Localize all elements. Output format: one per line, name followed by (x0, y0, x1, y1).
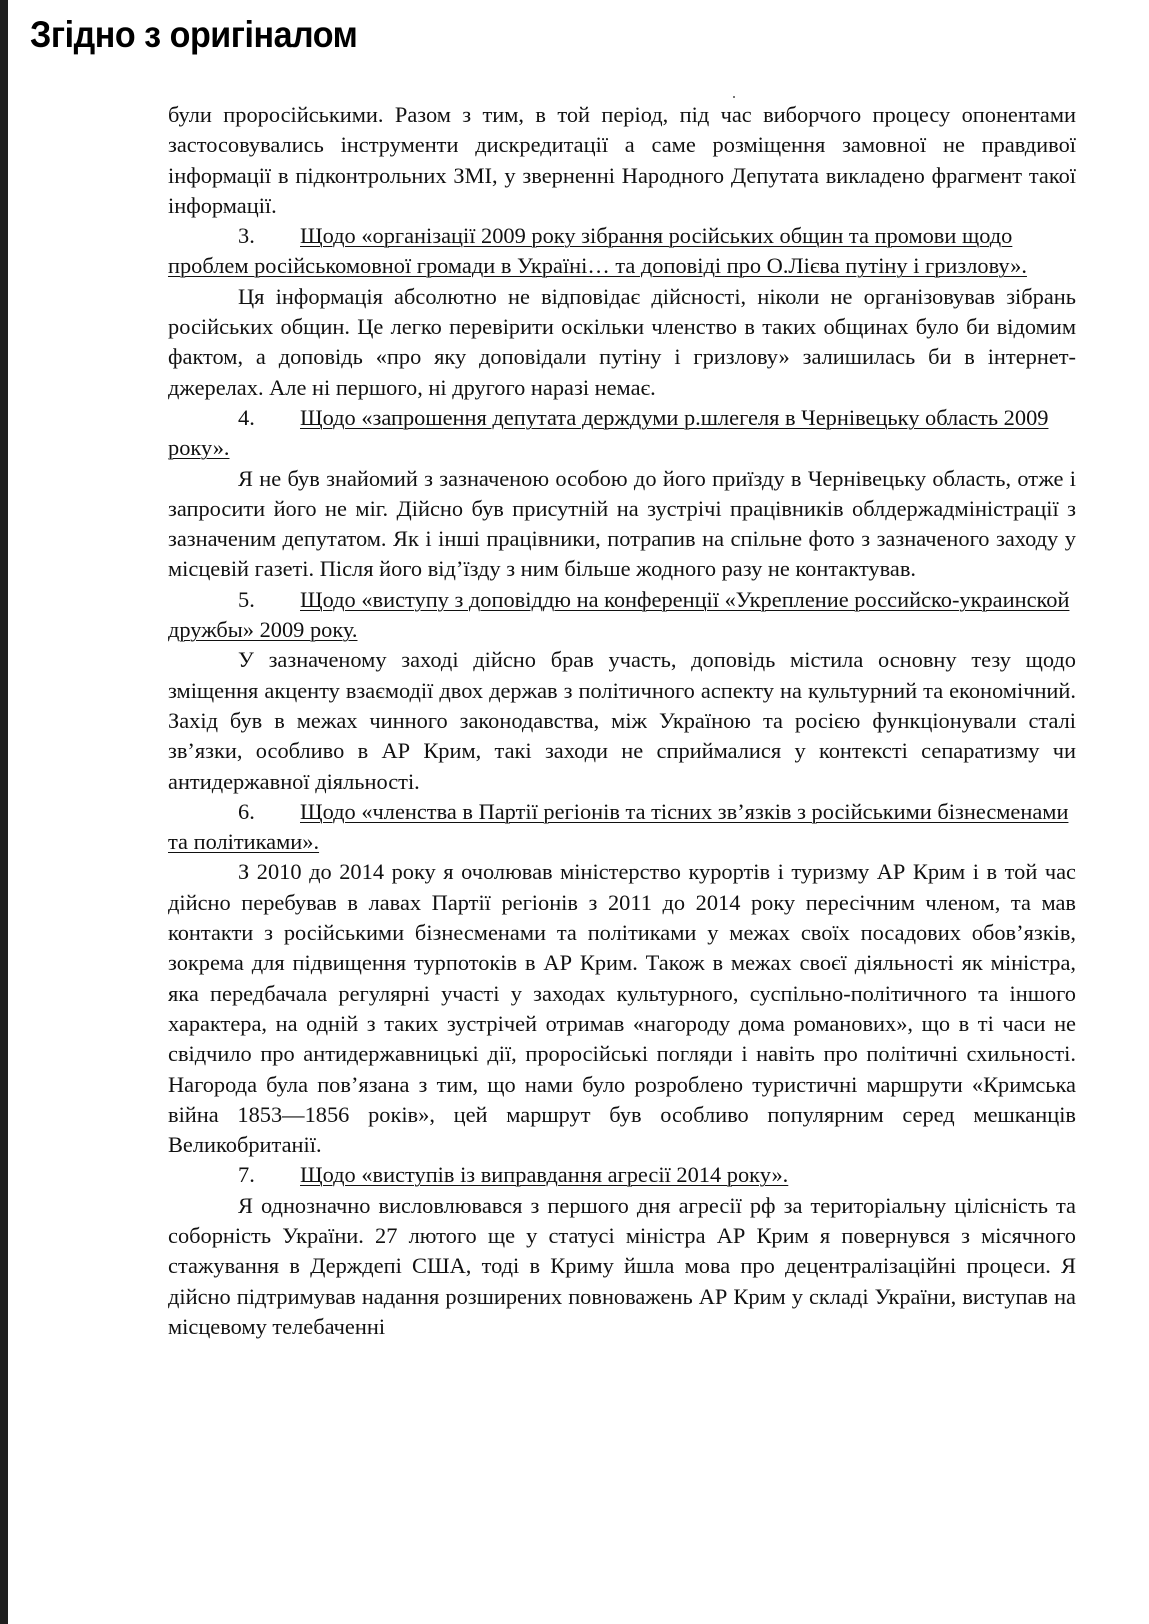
section-heading-4 (168, 403, 1076, 464)
section-body-5: У зазначеному заході дійсно брав участь, доповідь містила основну тезу щодо зміщення акценту взаємодії двох держав з політичного аспекту на культурний та економічний. Захід був в межах чинного законодавства, між Україною та росією функціонували сталі зв’язки, особливо в АР Крим, такі заходи не сприймалися у контексті сепаратизму чи антидержавної діяльності. (168, 647, 1076, 794)
section-title: Щодо «членства в Партії регіонів та тісних зв’язків з російськими бізнесменами та політиками». (168, 798, 1069, 855)
intro-paragraph: були проросійськими. Разом з тим, в той період, під час виборчого процесу опонентами застосовувались інструменти дискредитації а саме розміщення замовної не правдивої інформації в підконтрольних ЗМІ, у зверненні Народного Депутата викладено фрагмент такої інформації. (168, 102, 1076, 218)
section-heading-3 (168, 221, 1076, 282)
section-title: Щодо «запрошення депутата держдуми р.шлегеля в Чернівецьку область 2009 року». (168, 404, 1049, 461)
certified-copy-stamp: Згідно з оригіналом (30, 14, 358, 55)
scan-artifact (733, 96, 735, 98)
section-number: 7. (238, 1162, 255, 1188)
scan-edge-border (0, 0, 8, 1624)
section-body-6: З 2010 до 2014 року я очолював міністерство курортів і туризму АР Крим і в той час дійсно перебував в лавах Партії регіонів з 2011 до 2014 року пересічним членом, та мав контакти з російськими бізнесменами та політиками у межах своїх посадових обов’язків, зокрема для підвищення турпотоків в АР Крим. Також в межах своєї діяльності як міністра, яка передбачала регулярні участі у заходах культурного, суспільно-політичного та іншого характера, на одній з таких зустрічей отримав «нагороду дома романових», що в ті часи не свідчило про антидержавницькі дії, проросійські погляди і навіть про політичні схильності. Нагорода була пов’язана з тим, що нами було розроблено туристичні маршрути «Кримська війна 1853—1856 років», цей маршрут був особливо популярним серед мешканців Великобританії. (168, 859, 1076, 1158)
document-page (168, 100, 1076, 1342)
section-number: 3. (238, 223, 255, 249)
section-number: 4. (238, 404, 255, 430)
section-number: 6. (238, 798, 255, 824)
section-body-7: Я однозначно висловлювався з першого дня агресії рф за територіальну цілісність та соборність України. 27 лютого ще у статусі міністра АР Крим я повернувся з місячного стажування в Держдепі США, тоді в Криму йшла мова про децентралізаційні процеси. Я дійсно підтримував надання розширених повноважень АР Крим у складі України, виступав на місцевому телебаченні (168, 1192, 1076, 1339)
section-heading-7 (168, 1160, 1076, 1190)
section-body-3: Ця інформація абсолютно не відповідає дійсності, ніколи не організовував зібрань російських общин. Це легко перевірити оскільки членство в таких общинах було би відомим фактом, а доповідь «про яку доповідали путіну і гризлову» залишилась би в інтернет-джерелах. Але ні першого, ні другого наразі немає. (168, 283, 1076, 400)
section-title: Щодо «виступу з доповіддю на конференції «Укрепление российско-украинской дружбы» 2009 року. (168, 586, 1070, 643)
section-body-4: Я не був знайомий з зазначеною особою до його приїзду в Чернівецьку область, отже і запросити його не міг. Дійсно був присутній на зустрічі працівників облдержадміністрації з зазначеним депутатом. Як і інші працівники, потрапив на спільне фото з зазначеного заходу у місцевій газеті. Після його від’їзду з ним більше жодного разу не контактував. (168, 465, 1076, 582)
section-title: Щодо «виступів із виправдання агресії 2014 року». (300, 1162, 789, 1188)
section-title: Щодо «організації 2009 року зібрання російських общин та промови щодо проблем російськомовної громади в Україні… та доповіді про О.Лієва путіну і гризлову». (168, 223, 1027, 279)
section-heading-6 (168, 797, 1076, 858)
section-number: 5. (238, 586, 255, 612)
section-heading-5 (168, 585, 1076, 646)
